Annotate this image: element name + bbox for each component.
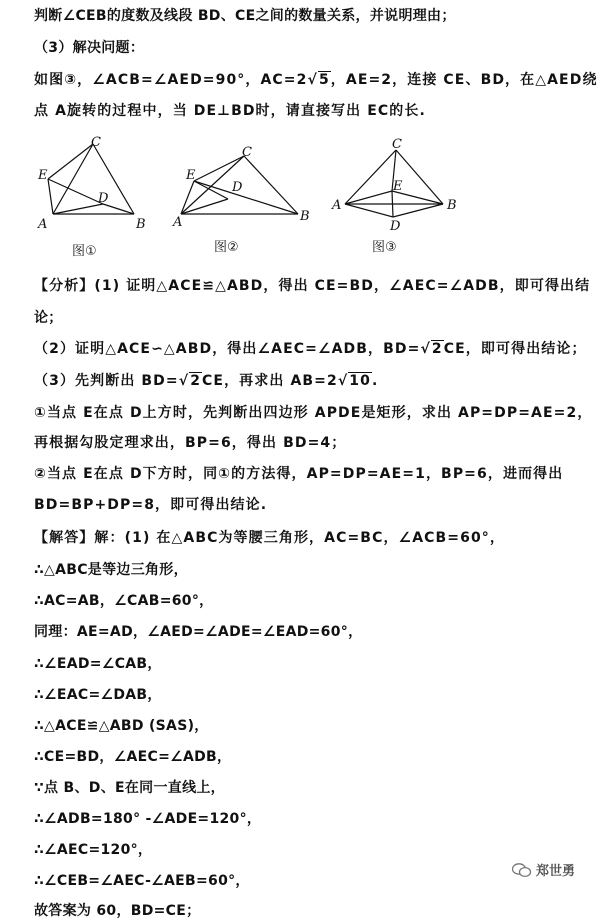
sqrt-expression: √2 bbox=[420, 341, 443, 357]
radicand: 10 bbox=[349, 373, 371, 389]
point-label-c: C bbox=[91, 135, 101, 150]
figure-caption: 图③ bbox=[372, 240, 397, 255]
figure-caption: 图② bbox=[214, 240, 239, 255]
problem-line: 点 A旋转的过程中，当 DE⊥BD时，请直接写出 EC的长. bbox=[34, 103, 426, 119]
radicand: 2 bbox=[190, 373, 202, 389]
solution-line: ∴∠EAC=∠DAB， bbox=[34, 687, 162, 703]
analysis-line: BD=BP+DP=8，即可得出结论. bbox=[34, 497, 268, 513]
solution-line: ∴∠ADB=180° -∠ADE=120°， bbox=[34, 811, 262, 827]
point-label-e: E bbox=[186, 168, 196, 183]
point-label-a: A bbox=[332, 198, 342, 213]
sqrt-expression: √10 bbox=[337, 373, 371, 389]
figure-3-diagram bbox=[324, 134, 464, 234]
text-segment: 如图③，∠ACB=∠AED=90°，AC=2 bbox=[34, 72, 308, 88]
figure-2 bbox=[172, 134, 312, 238]
solution-line: 故答案为 60，BD=CE； bbox=[34, 903, 201, 919]
problem-line: （3）解决问题： bbox=[34, 40, 145, 56]
analysis-line bbox=[34, 339, 587, 359]
sqrt-expression: √5 bbox=[307, 72, 330, 88]
point-label-b: B bbox=[136, 217, 146, 232]
point-label-b: B bbox=[447, 198, 457, 213]
solution-line: ∴△ABC是等边三角形， bbox=[34, 562, 188, 578]
point-label-e: E bbox=[393, 179, 403, 194]
radicand: 2 bbox=[431, 341, 443, 357]
analysis-line: 再根据勾股定理求出，BP=6，得出 BD=4； bbox=[34, 435, 347, 451]
text-segment: （3）先判断出 BD= bbox=[34, 373, 179, 389]
figure-3 bbox=[324, 134, 464, 238]
text-segment: CE，即可得出结论； bbox=[443, 341, 587, 357]
point-label-b: B bbox=[300, 209, 310, 224]
radicand: 5 bbox=[318, 72, 330, 88]
problem-line: 判断∠CEB的度数及线段 BD、CE之间的数量关系，并说明理由； bbox=[34, 8, 456, 24]
wechat-icon bbox=[512, 863, 532, 878]
point-label-d: D bbox=[232, 180, 243, 195]
solution-line: ∴AC=AB，∠CAB=60°， bbox=[34, 593, 214, 609]
solution-line: ∴∠AEC=120°， bbox=[34, 842, 153, 858]
solution-line: ∴△ACE≌△ABD (SAS)， bbox=[34, 718, 209, 734]
solution-line: ∴∠CEB=∠AEC-∠AEB=60°， bbox=[34, 873, 250, 889]
sqrt-expression: √2 bbox=[178, 373, 202, 389]
solution-line: ∴CE=BD，∠AEC=∠ADB， bbox=[34, 749, 232, 765]
figure-2-diagram bbox=[172, 134, 312, 234]
text-segment: . bbox=[371, 373, 379, 389]
solution-line: ∴∠EAD=∠CAB， bbox=[34, 656, 162, 672]
point-label-e: E bbox=[38, 168, 48, 183]
figure-caption: 图① bbox=[72, 244, 97, 259]
figure-1 bbox=[34, 134, 159, 238]
text-segment: ，AE=2，连接 CE、BD，在△AED绕 bbox=[330, 72, 598, 88]
analysis-line: 论； bbox=[34, 310, 63, 326]
watermark-text: 郑世勇 bbox=[536, 864, 576, 879]
solution-line: 同理：AE=AD，∠AED=∠ADE=∠EAD=60°， bbox=[34, 624, 363, 640]
text-segment: （2）证明△ACE∽△ABD，得出∠AEC=∠ADB，BD= bbox=[34, 341, 421, 357]
point-label-c: C bbox=[392, 137, 402, 152]
point-label-d: D bbox=[98, 191, 109, 206]
point-label-d: D bbox=[390, 219, 401, 234]
point-label-a: A bbox=[38, 217, 48, 232]
analysis-line: ①当点 E在点 D上方时，先判断出四边形 APDE是矩形，求出 AP=DP=AE=2， bbox=[34, 405, 593, 421]
watermark bbox=[512, 860, 575, 879]
point-label-c: C bbox=[242, 145, 252, 160]
analysis-line bbox=[34, 371, 378, 391]
solution-line: 【解答】解：(1) 在△ABC为等腰三角形，AC=BC，∠ACB=60°， bbox=[34, 530, 505, 546]
figure-1-diagram bbox=[34, 134, 159, 234]
problem-line bbox=[34, 70, 598, 90]
solution-line: ∵点 B、D、E在同一直线上， bbox=[34, 780, 225, 796]
point-label-a: A bbox=[173, 215, 183, 230]
analysis-line: 【分析】(1) 证明△ACE≌△ABD，得出 CE=BD，∠AEC=∠ADB，即可得出结 bbox=[34, 278, 591, 294]
text-segment: CE，再求出 AB=2 bbox=[202, 373, 338, 389]
analysis-line: ②当点 E在点 D下方时，同①的方法得，AP=DP=AE=1，BP=6，进而得出 bbox=[34, 466, 564, 482]
